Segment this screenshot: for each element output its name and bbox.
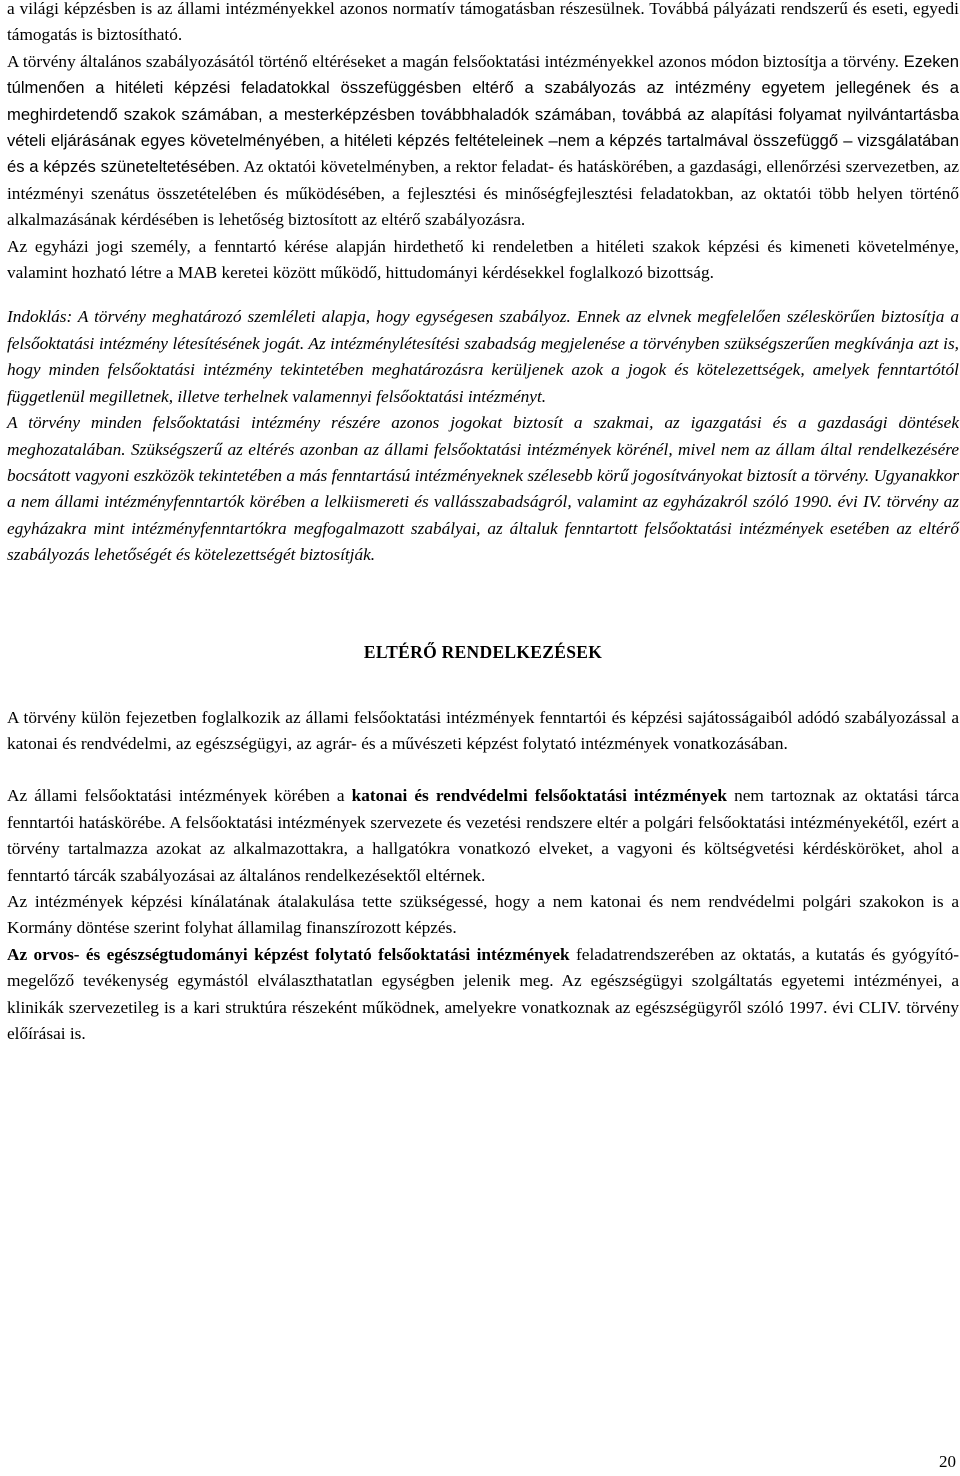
paragraph-exceptions [7,49,959,234]
page-number: 20 [939,1452,956,1471]
paragraph-church-legal-person: Az egyházi jogi személy, a fenntartó kérése alapján hirdethető ki rendeletben a hitéleti szakok képzési és kimeneti követelménye, valamint hozható létre a MAB keretei között működő, hittudományi kérdésekkel foglalkozó bizottság. [7,236,959,283]
paragraph-military-institutions [7,783,959,889]
exceptions-intro: A törvény általános szabályozásától történő eltéréseket a magán felsőoktatási intézményekkel azonos módon biztosítja a törvény. [7,51,899,71]
medical-bold-term: Az orvos- és egészségtudományi képzést folytató felsőoktatási intézmények [7,944,570,964]
paragraph-funding: a világi képzésben is az állami intézményekkel azonos normatív támogatásban részesülnek. Továbbá pályázati rendszerű és eseti, egyedi támogatás is biztosítható. [7,0,959,45]
paragraph-training-offer: Az intézmények képzési kínálatának átalakulása tette szükségessé, hogy a nem katonai és nem rendvédelmi polgári szakokon is a Kormány döntése szerint folyhat államilag finanszírozott képzés. [7,891,959,938]
medical-post: feladatrendszerében az oktatás, a kutatás és gyógyító-megelőző tevékenység egymástól elválaszthatatlan egységben jelenik meg. Az egészségügyi szolgáltatás egyetemi intézményei, a klinikák szervezetileg is a kari struktúra részeként működnek, amelyekre vonatkoznak az egészségügyről szóló 1997. évi CLIV. törvény előírásai is. [7,944,959,1043]
paragraph-justification-1: Indoklás: A törvény meghatározó szemléleti alapja, hogy egységesen szabályoz. Ennek az elvnek megfelelően széleskörűen biztosítja a felsőoktatási intézmény létesítésének jogát. Az intézménylétesítési szabadság megjelenése a törvényben szükségszerűen megkívánja azt is, hogy minden felsőoktatási intézmény tekintetében meghatározásra kerüljenek azok a jogok és kötelezettségek, amelyek fenntartótól függetlenül megilletnek, illetve terhelnek valamennyi felsőoktatási intézményt. [7,307,959,406]
exceptions-governance: Az oktatói követelményben, a rektor feladat- és hatáskörében, a gazdasági, ellenőrzési szervezetben, az intézményi szenátus összetételében és működésében, a fejlesztési és minőségfejlesztési feladatokban, az oktatói több helyen történő alkalmazásának kérdésében is lehetőség biztosított az eltérő szabályozásra. [7,157,959,230]
page-content [7,0,959,1047]
section-heading: ELTÉRŐ RENDELKEZÉSEK [363,641,603,662]
exceptions-religious-training: Ezeken túlmenően a hitéleti képzési feladatokkal összefüggésben eltérő a szabályozás az intézmény egyetem jellegének és a meghirdetendő szakok számában, a mesterképzésben továbbhaladók számában, továbbá az alapítási folyamat nyilvántartásba vételi eljárásának egyes követelményében, a hitéleti képzés feltételeinek –nem a képzés tartalmával összefüggő – vizsgálatában és a képzés szüneteltetésében. [7,51,959,177]
paragraph-separate-chapter: A törvény külön fejezetben foglalkozik az állami felsőoktatási intézmények fenntartói és képzési sajátosságaiból adódó szabályozással a katonai és rendvédelmi, az egészségügyi, az agrár- és a művészeti képzést folytató intézmények vonatkozásában. [7,707,959,753]
paragraph-medical-institutions [7,942,959,1048]
military-bold-term: katonai és rendvédelmi felsőoktatási intézmények [351,786,728,806]
military-pre: Az állami felsőoktatási intézmények körében a [7,786,352,806]
paragraph-justification-2: A törvény minden felsőoktatási intézmény részére azonos jogokat biztosít a szakmai, az igazgatási és a gazdasági döntések meghozatalában. Szükségszerű az eltérés azonban az állami felsőoktatási intézmények körénél, mivel nem az állam által rendelkezésére bocsátott vagyoni eszközök tekintetében a más fenntartású intézményeknek szélesebb körű jogosítványokat biztosít a törvény. Ugyanakkor a nem állami intézményfenntartók körében a lelkiismereti és vallásszabadságról, valamint az egyházakról szóló 1990. évi IV. törvény az egyházakra mint intézményfenntartókra megfogalmazott szabályai, az általuk fenntartott felsőoktatási intézmények esetében az eltérő szabályozás lehetőségét és kötelezettségét biztosítják. [7,413,959,565]
military-post: nem tartoznak az oktatási tárca fenntartói hatáskörébe. A felsőoktatási intézmények szervezete és vezetési rendszere eltér a polgári felsőoktatási intézményekétől, ezért a törvény tartalmazza azokat az alkalmazottakra, a hallgatókra vonatkozó elveket, a vagyoni és költségvetési kérdésköröket, ahol a fenntartó tárcák szabályozásai az általános rendelkezésektől eltérnek. [7,786,960,885]
